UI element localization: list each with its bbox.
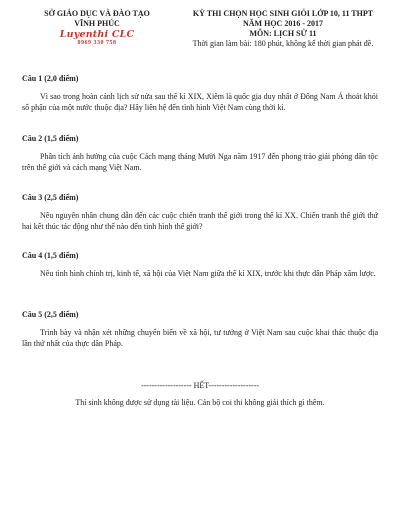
question-1 <box>22 73 378 114</box>
question-title: Câu 3 (2,5 điểm) <box>22 193 79 202</box>
candidate-note: Thí sinh không được sử dụng tài liệu. Cán bộ coi thi không giải thích gì thêm. <box>75 398 325 407</box>
question-title: Câu 4 (1,5 điểm) <box>22 251 79 260</box>
issuer-block <box>22 9 172 47</box>
question-title: Câu 2 (1,5 điểm) <box>22 134 79 143</box>
question-title: Câu 5 (2,5 điểm) <box>22 310 79 319</box>
exam-info-block <box>172 9 394 49</box>
question-body: Nêu nguyên nhân chung dẫn đến các cuộc chiến tranh thế giới trong thế kỉ XX. Chiến tranh thế giới thứ hai kết thúc tác động như thế nào đến tình hình thế giới? <box>22 210 378 231</box>
question-body: Trình bày và nhận xét những chuyển biến về xã hội, tư tưởng ở Việt Nam sau cuộc khai thác thuộc địa lần thứ nhất của thực dân Pháp. <box>22 327 378 348</box>
end-mark: ------------------- HẾT------------------- <box>140 381 260 390</box>
question-body: Vì sao trong hoàn cảnh lịch sử nửa sau thế kỉ XIX, Xiêm là quốc gia duy nhất ở Đông Nam Á thoát khỏi số phận của một nước thuộc địa? Hãy liên hệ đến tình hình Việt Nam cùng thời kì. <box>22 91 378 112</box>
watermark-phone: 0969 330 758 <box>77 40 117 46</box>
question-2 <box>22 133 378 174</box>
question-4 <box>22 250 378 279</box>
school-year: NĂM HỌC 2016 - 2017 <box>243 19 323 28</box>
exam-title: KỲ THI CHỌN HỌC SINH GIỎI LỚP 10, 11 THPT <box>192 9 374 18</box>
subject: MÔN: LỊCH SỬ 11 <box>249 29 317 38</box>
question-body: Nêu tình hình chính trị, kinh tế, xã hội của Việt Nam giữa thế kỉ XIX, trước khi thực dân Pháp xâm lược. <box>40 268 376 278</box>
issuer-province: VĨNH PHÚC <box>74 19 120 28</box>
time-limit: Thời gian làm bài: 180 phút, không kể thời gian phát đề. <box>192 39 374 48</box>
watermark-name: Luyenthi CLC <box>59 29 135 40</box>
question-title: Câu 1 (2,0 điểm) <box>22 74 79 83</box>
issuer-department: SỞ GIÁO DỤC VÀ ĐÀO TẠO <box>44 9 150 18</box>
question-5 <box>22 309 378 350</box>
question-3 <box>22 192 378 233</box>
question-body: Phân tích ảnh hưởng của cuộc Cách mạng tháng Mười Nga năm 1917 đến phong trào giải phóng dân tộc trên thế giới và cách mạng Việt Nam. <box>22 151 378 172</box>
